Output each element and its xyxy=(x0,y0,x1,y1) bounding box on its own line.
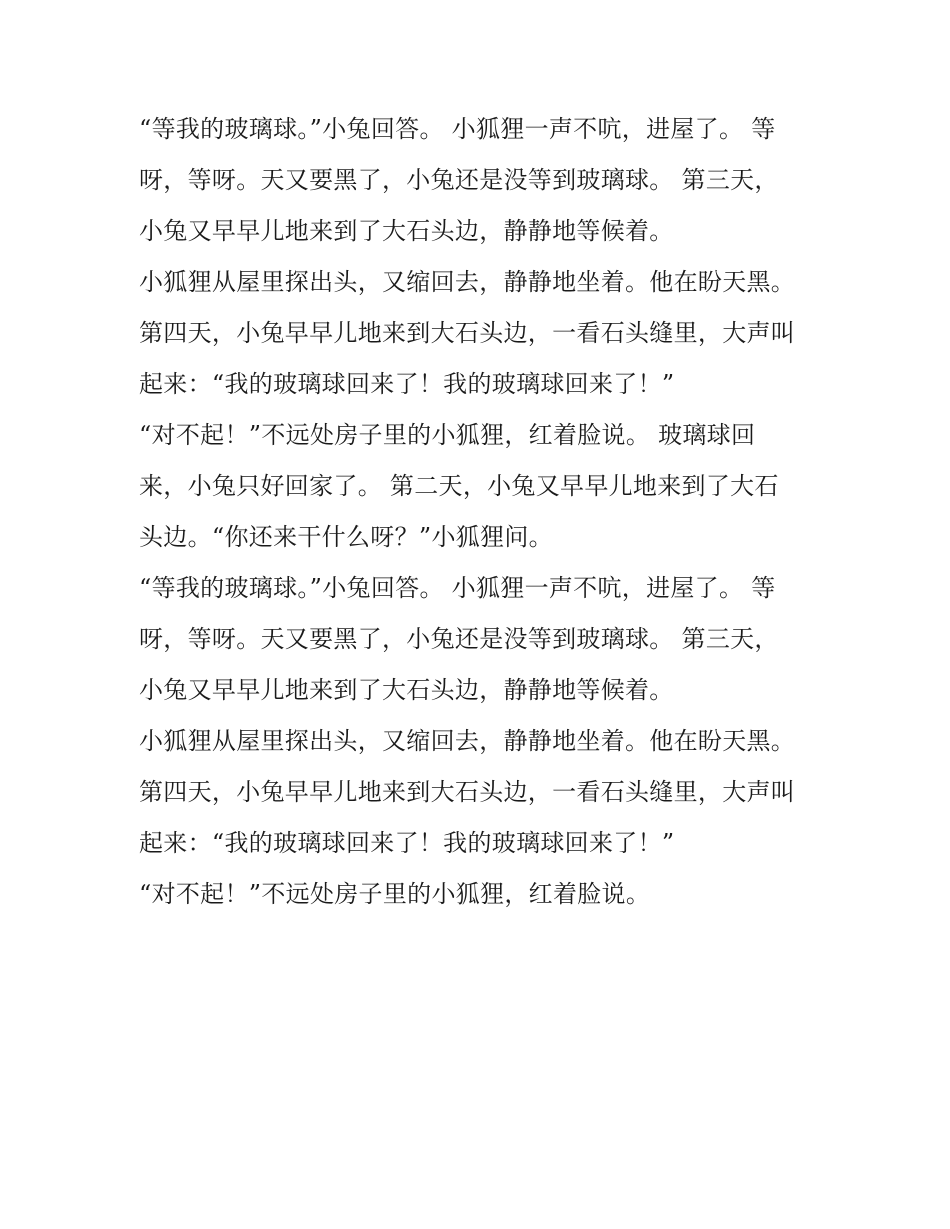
text-line: 小兔又早早儿地来到了大石头边，静静地等候着。 xyxy=(139,676,674,704)
text-line: “等我的玻璃球。”小兔回答。 小狐狸一声不吭，进屋了。 等 xyxy=(139,574,776,602)
text-line: 小狐狸从屋里探出头，又缩回去，静静地坐着。他在盼天黑。 xyxy=(139,268,796,296)
text-line: 小狐狸从屋里探出头，又缩回去，静静地坐着。他在盼天黑。 xyxy=(139,727,796,755)
text-line: “对不起！”不远处房子里的小狐狸，红着脸说。 xyxy=(139,880,651,908)
text-line: 小兔又早早儿地来到了大石头边，静静地等候着。 xyxy=(139,217,674,245)
text-line: 第四天，小兔早早儿地来到大石头边，一看石头缝里，大声叫 xyxy=(139,778,796,806)
text-line: 呀，等呀。天又要黑了，小兔还是没等到玻璃球。 第三天， xyxy=(139,166,779,194)
story-text xyxy=(139,109,839,925)
text-line: 头边。“你还来干什么呀？”小狐狸问。 xyxy=(139,523,553,551)
text-line: 起来：“我的玻璃球回来了！我的玻璃球回来了！” xyxy=(139,829,675,857)
text-line: “对不起！”不远处房子里的小狐狸，红着脸说。 玻璃球回 xyxy=(139,421,756,449)
text-line: 来，小兔只好回家了。 第二天，小兔又早早儿地来到了大石 xyxy=(139,472,779,500)
text-line: 呀，等呀。天又要黑了，小兔还是没等到玻璃球。 第三天， xyxy=(139,625,779,653)
text-line: “等我的玻璃球。”小兔回答。 小狐狸一声不吭，进屋了。 等 xyxy=(139,115,776,143)
text-line: 起来：“我的玻璃球回来了！我的玻璃球回来了！” xyxy=(139,370,675,398)
text-line: 第四天，小兔早早儿地来到大石头边，一看石头缝里，大声叫 xyxy=(139,319,796,347)
